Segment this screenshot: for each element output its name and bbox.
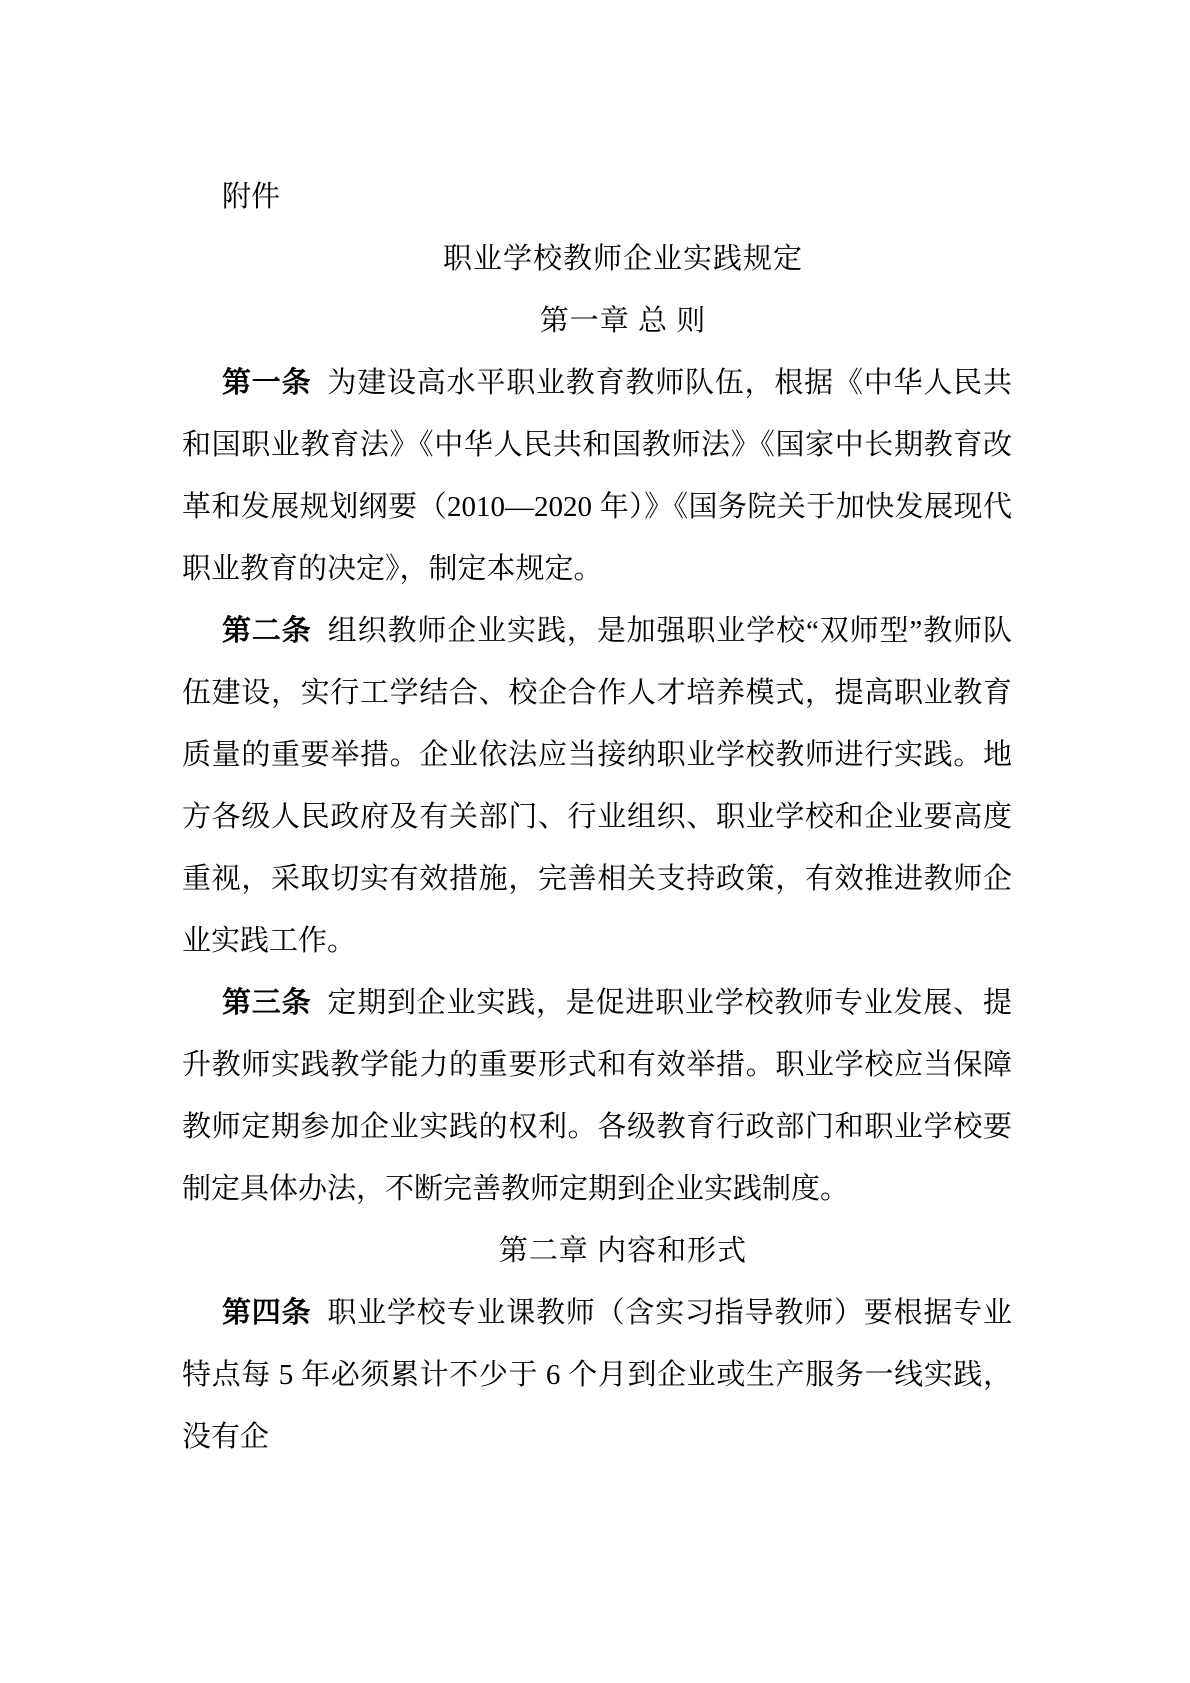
article-2-text: 组织教师企业实践，是加强职业学校“双师型”教师队伍建设，实行工学结合、校企合作人才培养模式，提高职业教育质量的重要举措。企业依法应当接纳职业学校教师进行实践。地方各级人民政府及有关部门、行业组织、职业学校和企业要高度重视，采取切实有效措施，完善相关支持政策，有效推进教师企业实践工作。 bbox=[182, 615, 1012, 957]
chapter-1-heading: 第一章 总 则 bbox=[539, 305, 707, 337]
document-title: 职业学校教师企业实践规定 bbox=[442, 243, 803, 275]
article-3-label: 第三条 bbox=[222, 987, 312, 1019]
article-3 bbox=[182, 972, 1012, 1220]
article-4-text: 职业学校专业课教师（含实习指导教师）要根据专业特点每 5 年必须累计不少于 6 个月到企业或生产服务一线实践，没有企 bbox=[182, 1297, 1012, 1453]
article-1 bbox=[182, 352, 1012, 600]
article-2 bbox=[182, 600, 1012, 972]
article-4-label: 第四条 bbox=[222, 1297, 312, 1329]
chapter-2-heading: 第二章 内容和形式 bbox=[498, 1235, 748, 1267]
article-1-label: 第一条 bbox=[222, 367, 312, 399]
article-2-label: 第二条 bbox=[222, 615, 312, 647]
article-1-text: 为建设高水平职业教育教师队伍，根据《中华人民共和国职业教育法》《中华人民共和国教师法》《国家中长期教育改革和发展规划纲要（2010—2020 年）》《国务院关于加快发展现代职业教育的决定》，制定本规定。 bbox=[182, 367, 1012, 585]
article-3-text: 定期到企业实践，是促进职业学校教师专业发展、提升教师实践教学能力的重要形式和有效举措。职业学校应当保障教师定期参加企业实践的权利。各级教育行政部门和职业学校要制定具体办法，不断完善教师定期到企业实践制度。 bbox=[182, 987, 1012, 1205]
article-4 bbox=[182, 1282, 1012, 1468]
attachment-label: 附件 bbox=[222, 181, 281, 213]
